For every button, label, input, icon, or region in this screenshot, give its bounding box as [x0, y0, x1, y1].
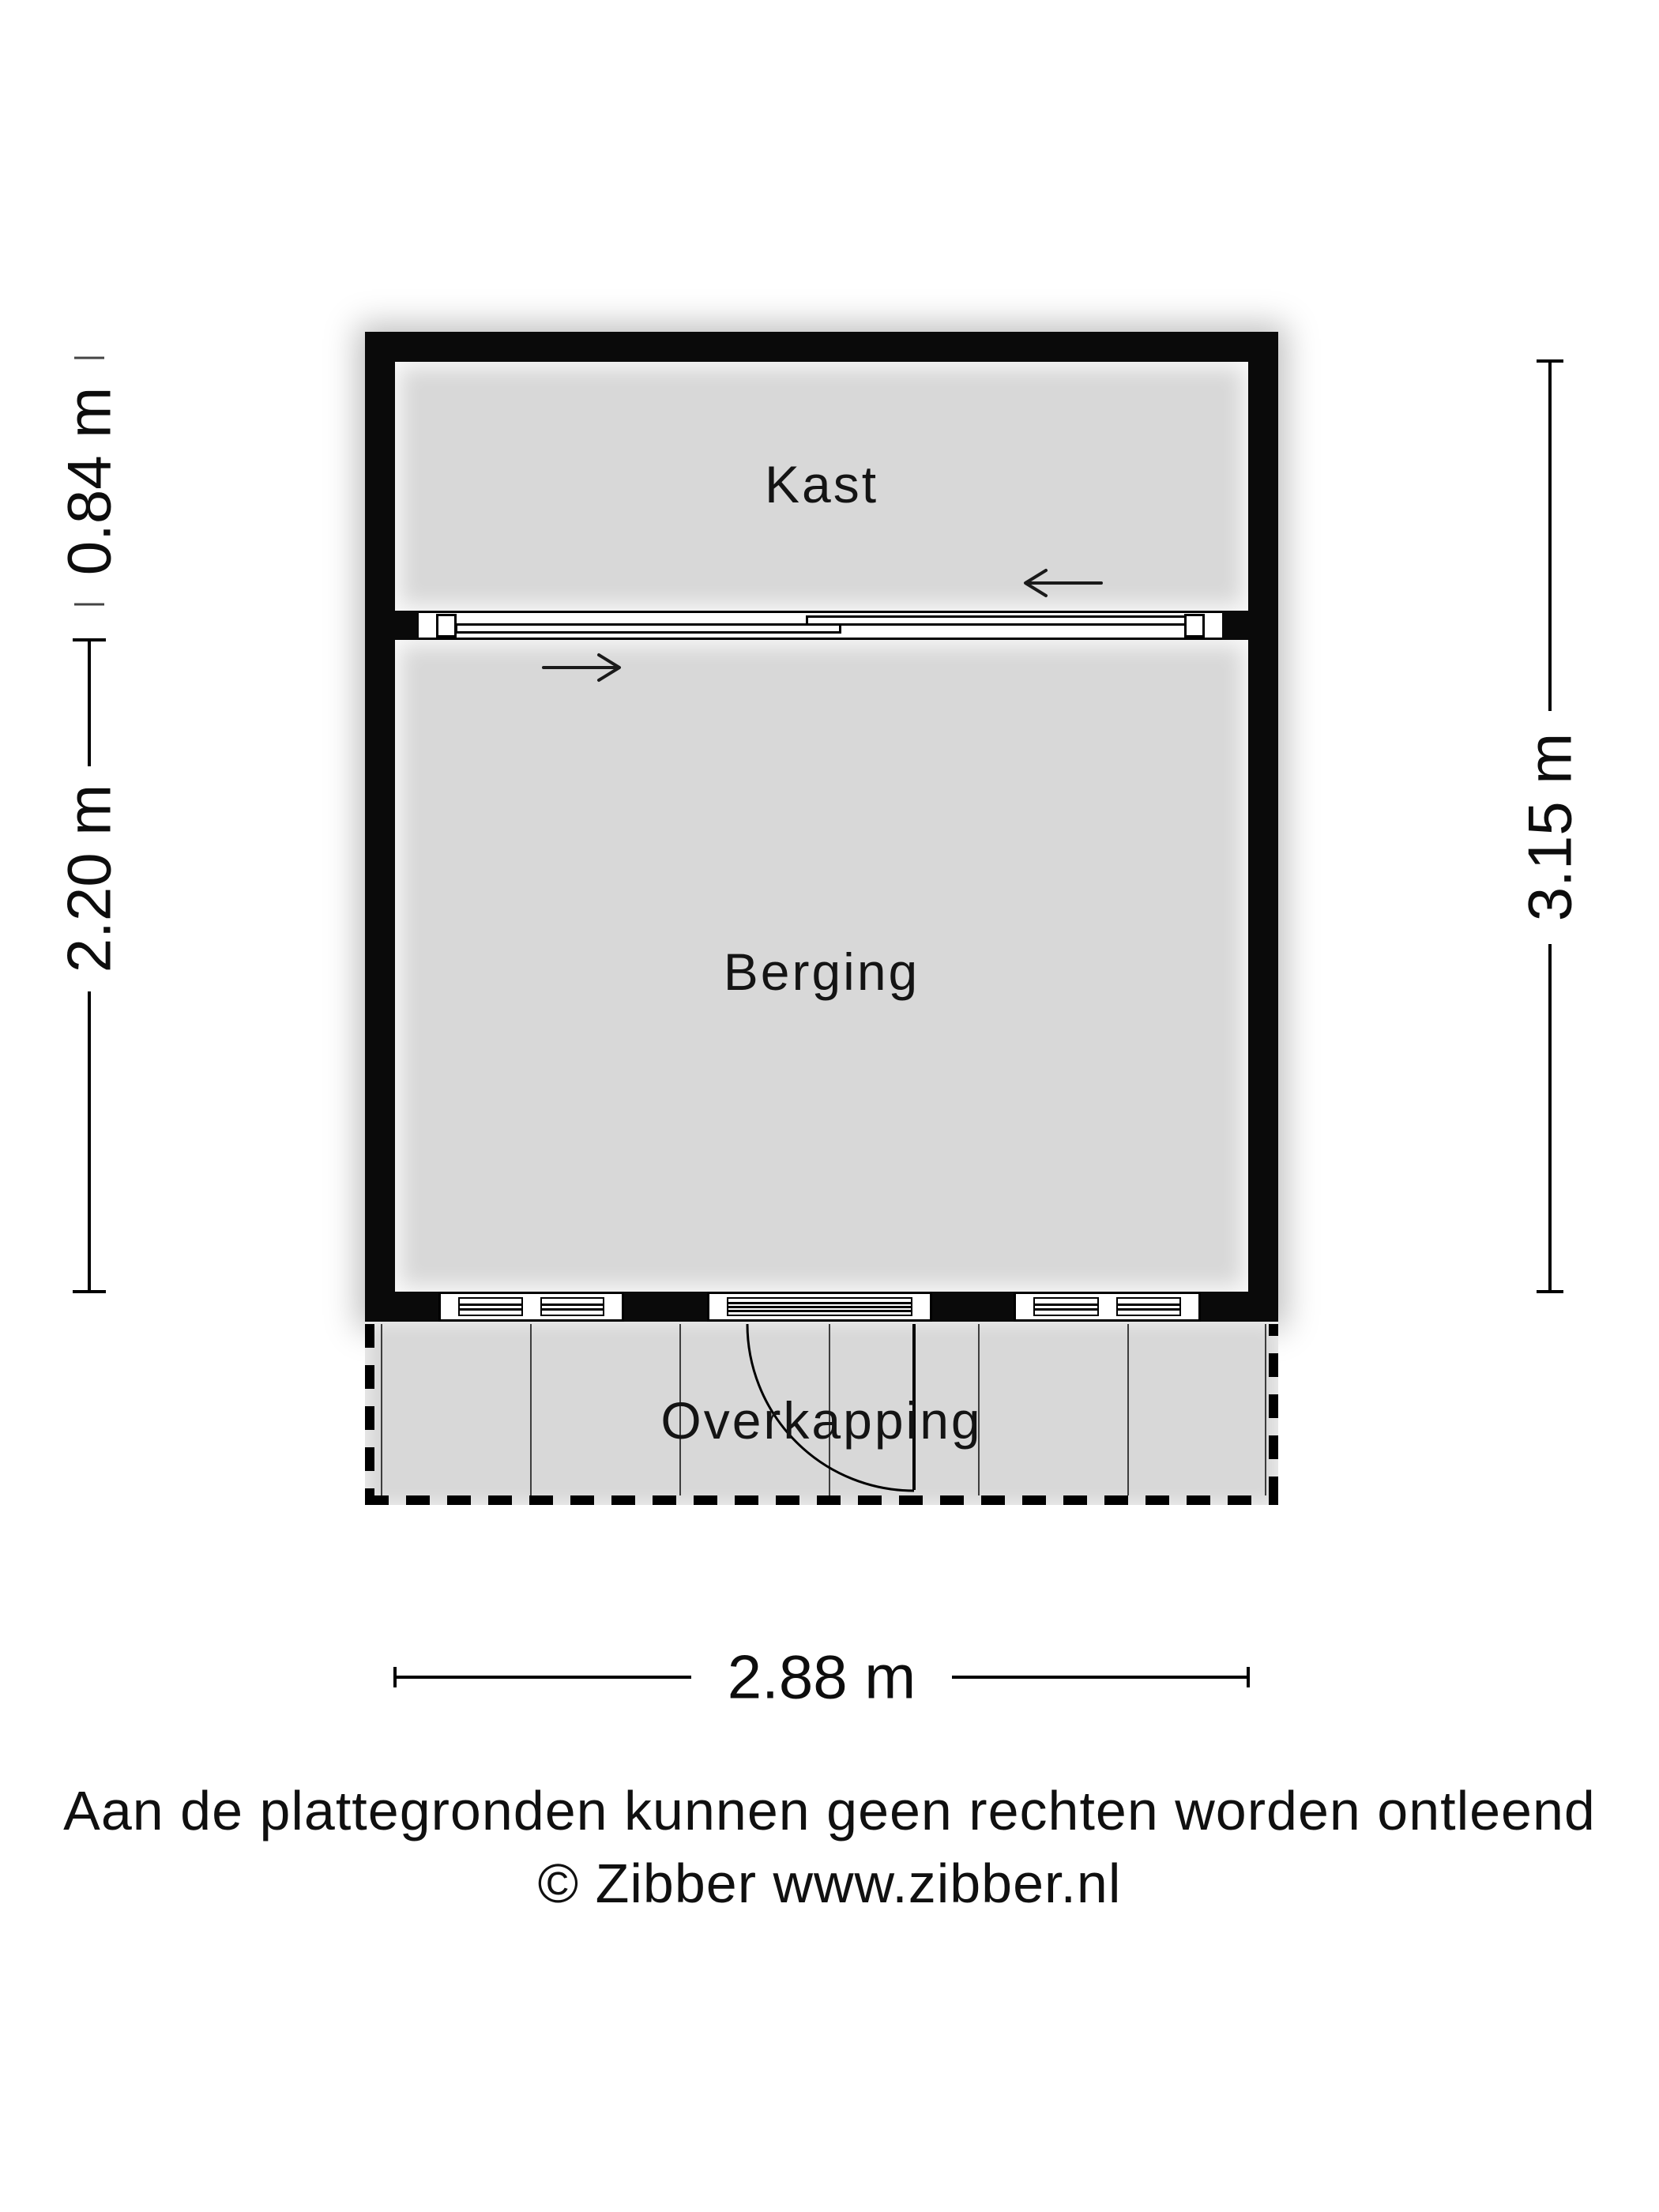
window-pane: [1033, 1297, 1099, 1316]
dimension-label-kast-depth: 0.84 m: [52, 374, 127, 588]
window-left: [438, 1292, 624, 1322]
room-label-berging: Berging: [723, 942, 920, 1001]
window-frame-post: [1181, 1296, 1198, 1317]
wall-right: [1248, 332, 1278, 1322]
wall-bottom-segment: [932, 1292, 1014, 1322]
glazing-line: [728, 1306, 911, 1308]
window-pane: [458, 1297, 523, 1316]
window-frame-post: [523, 1296, 540, 1317]
window-frame-post: [604, 1296, 622, 1317]
footer: [0, 1774, 1659, 1920]
window-frame-post: [1016, 1296, 1033, 1317]
sliding-door-panel-right: [806, 615, 1187, 626]
wall-top: [365, 332, 1278, 362]
room-label-kast: Kast: [764, 455, 879, 514]
glazing-line: [728, 1302, 911, 1304]
glazing-line: [542, 1308, 604, 1311]
window-frame-post: [441, 1296, 458, 1317]
window-right: [1014, 1292, 1201, 1322]
glazing-line: [460, 1304, 521, 1306]
dimension-label-total-width: 2.88 m: [715, 1640, 928, 1715]
glazing-line: [728, 1310, 911, 1312]
glazing-line: [1035, 1304, 1097, 1306]
sliding-door-frame-right: [1184, 614, 1205, 638]
window-frame-post: [1099, 1296, 1116, 1317]
sliding-door-frame-left: [436, 614, 457, 638]
disclaimer-text: Aan de plattegronden kunnen geen rechten worden ontleend: [63, 1780, 1596, 1841]
wall-bottom-segment: [624, 1292, 707, 1322]
exterior-door: [707, 1292, 932, 1322]
wall-stub-left: [365, 611, 419, 640]
copyright-text: © Zibber www.zibber.nl: [537, 1853, 1122, 1914]
sliding-door-panel-left: [455, 623, 841, 634]
glazing-line: [1118, 1304, 1180, 1306]
wall-bottom-segment: [365, 1292, 438, 1322]
glazing-line: [542, 1304, 604, 1306]
door-frame-post: [912, 1296, 930, 1317]
room-label-overkapping: Overkapping: [660, 1391, 983, 1450]
window-pane: [540, 1297, 605, 1316]
wall-stub-right: [1222, 611, 1278, 640]
door-pane: [727, 1297, 912, 1316]
dimension-label-total-depth: 3.15 m: [1513, 720, 1588, 934]
dimension-label-berging-depth: 2.20 m: [52, 772, 127, 985]
window-pane: [1116, 1297, 1182, 1316]
wall-left: [365, 332, 395, 1322]
glazing-line: [1118, 1308, 1180, 1311]
glazing-line: [460, 1308, 521, 1311]
wall-bottom-segment: [1201, 1292, 1278, 1322]
glazing-line: [1035, 1308, 1097, 1311]
door-frame-post: [709, 1296, 727, 1317]
